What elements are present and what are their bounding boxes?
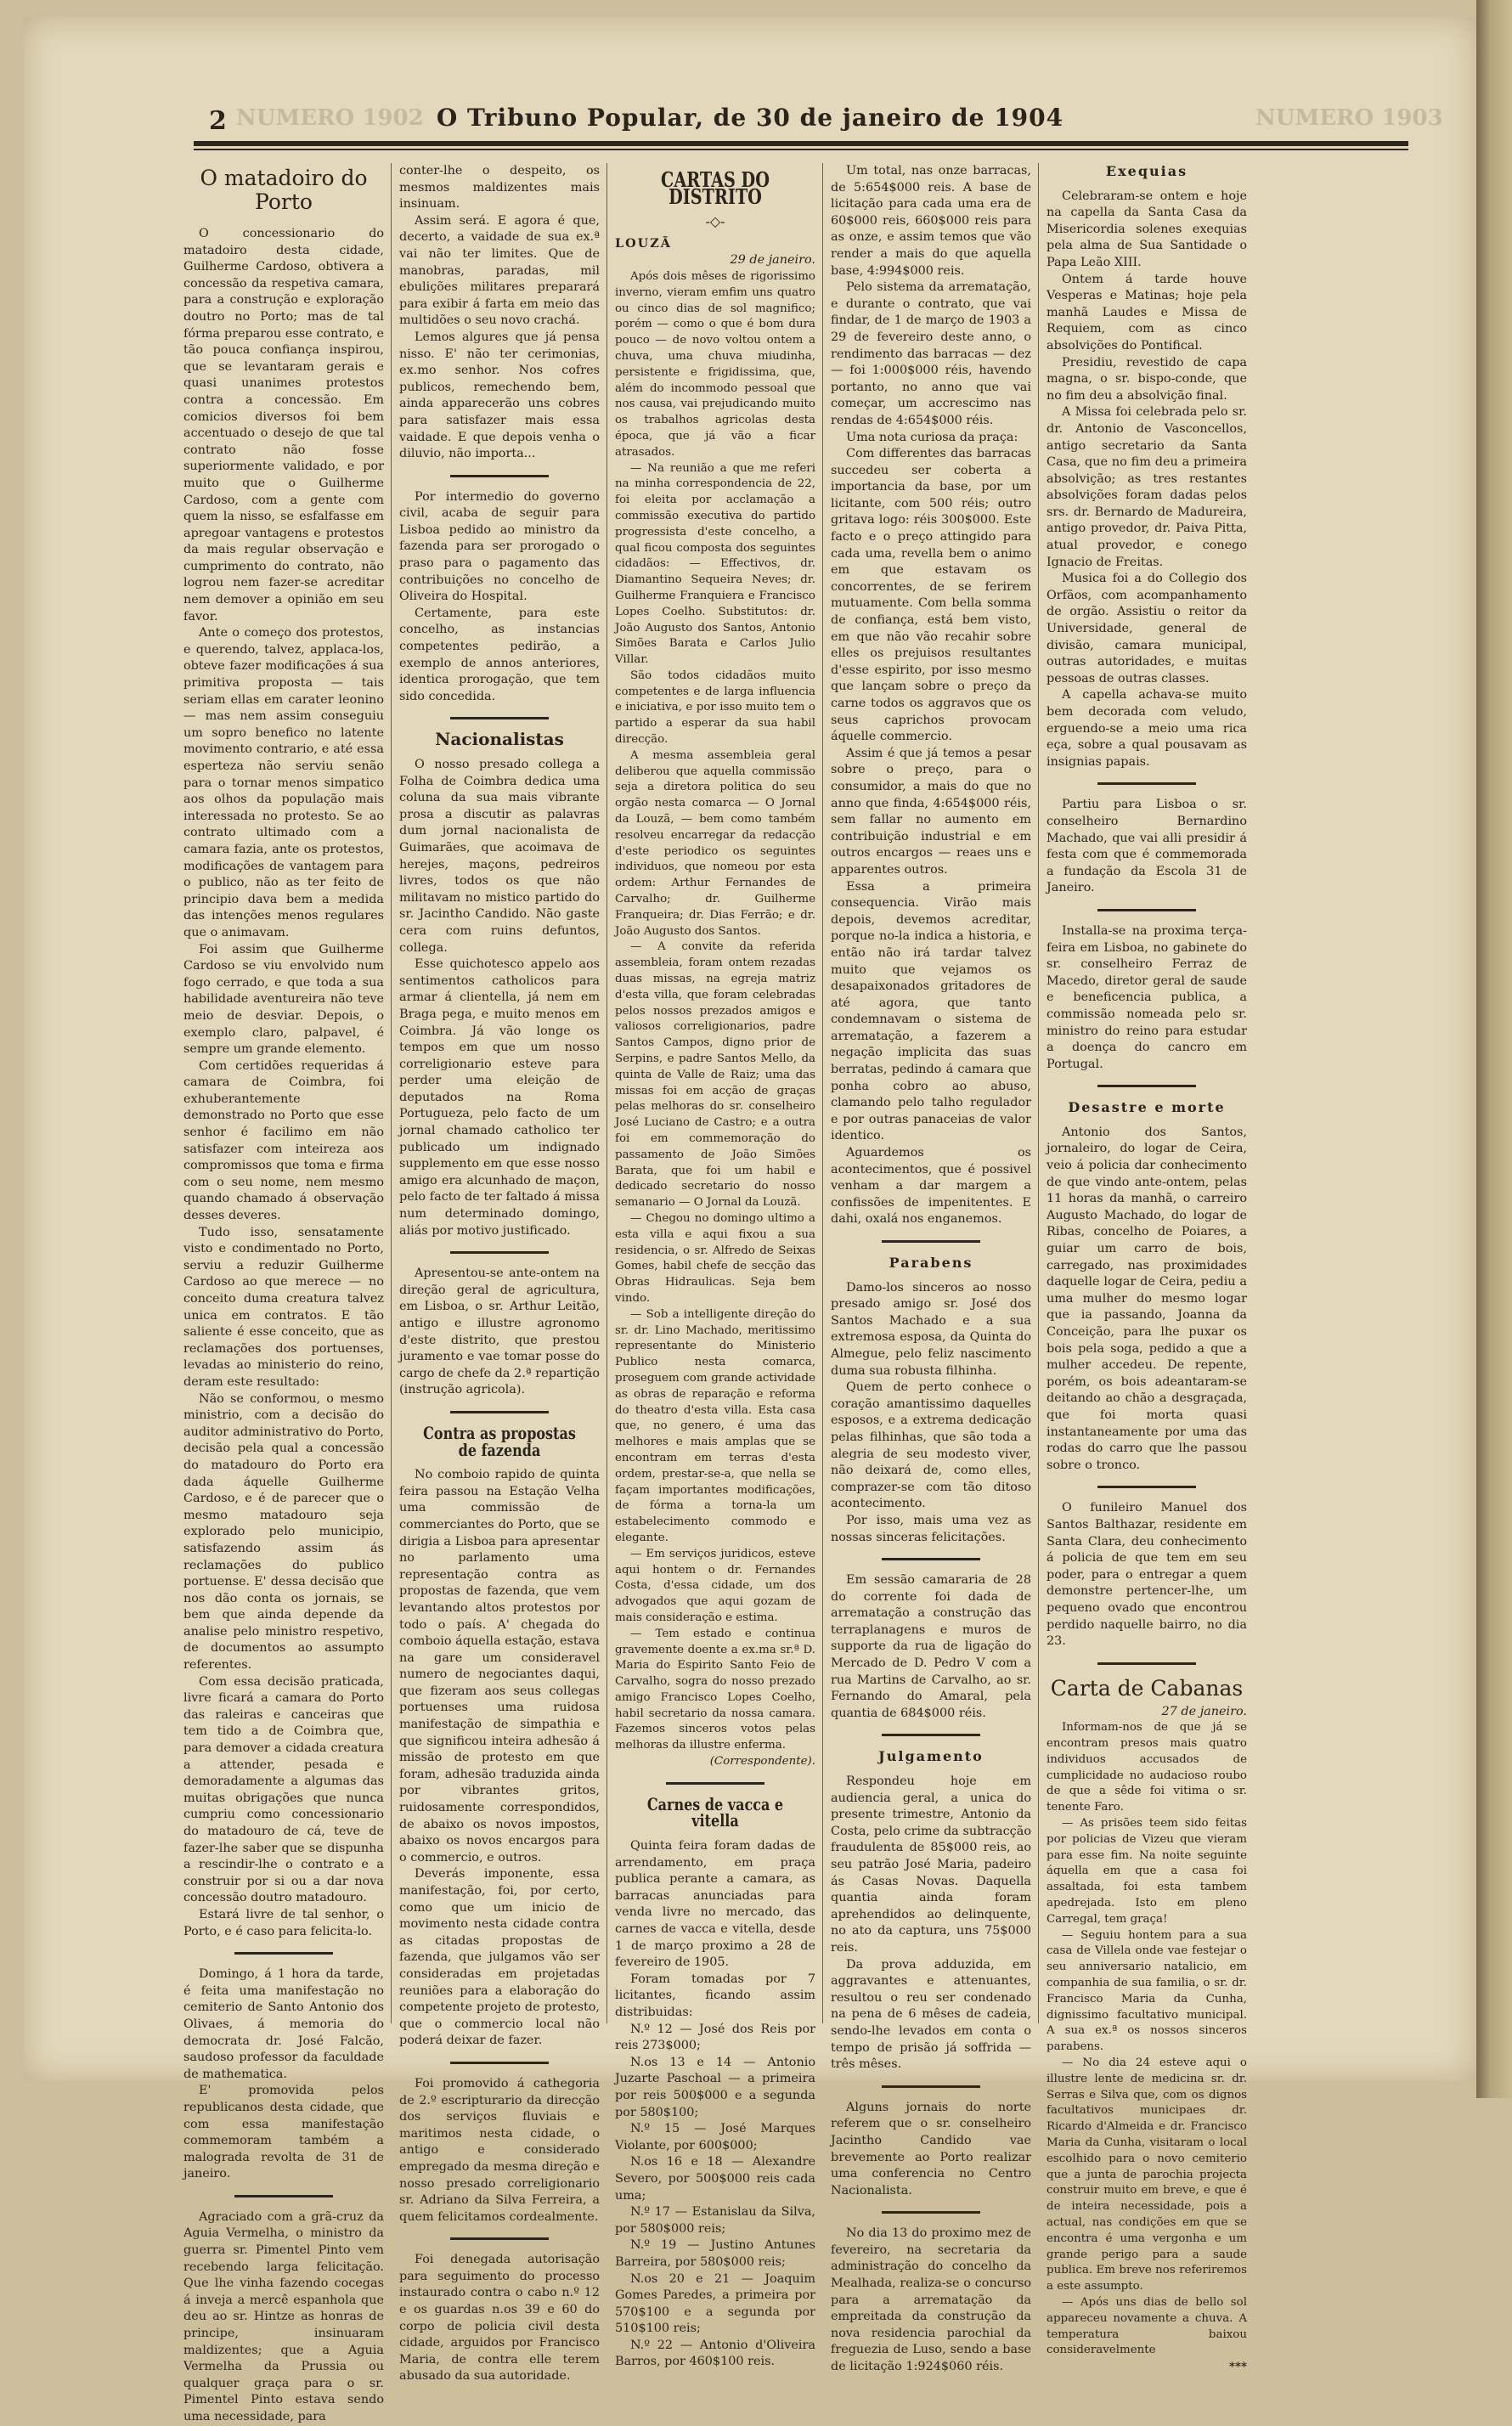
paragraph: Installa-se na proxima terça-feira em Lisboa, no gabinete do sr. conselheiro Ferraz de Macedo, diretor geral de saude e beneficencia publica, a commissão nomeada pelo sr. ministro do reino para estudar a doença do cancro em Portugal. bbox=[1047, 923, 1247, 1071]
paragraph: A capella achava-se muito bem decorada com veludo, erguendo-se a meio uma rica eça, sobre a qual pousavam as insignias papais. bbox=[1047, 688, 1247, 769]
paragraph: Aguardemos os acontecimentos, que é possivel venham a dar margem a confissões de impenitentes. E dahi, oxalá nos enganemos. bbox=[831, 1146, 1031, 1227]
section-divider bbox=[882, 1734, 980, 1736]
paragraph: Musica foi a do Collegio dos Orfãos, com acompanhamento de orgão. Assistiu o reitor da Universidade, general de divisão, camara municipal, outras autoridades, e muitas pessoas de outras classes. bbox=[1047, 572, 1247, 685]
paragraph: Antonio dos Santos, jornaleiro, do logar de Ceira, veio á policia dar conhecimento de que vindo ante-ontem, pelas 11 horas da manhã, o carreiro Augusto Machado, do logar de Ribas, concelho de Poiares, a guiar um carro de bois, carregado, nas proximidades daquelle logar de Ceira, pediu a uma mulher do mesmo logar que ia passando, Joanna da Conceição, para lhe puxar os bois pela soga, pedido a que a mulher accedeu. De repente, porém, os bois adeantaram-se deitando ao chão a desgraçada, que foi morta quasi instantaneamente por uma das rodas do carro que lhe passou sobre o tronco. bbox=[1047, 1125, 1247, 1472]
paragraph: Assim é que já temos a pesar sobre o preço, para o consumidor, a mais do que no anno que finda, 4:654$000 réis, sem fallar no aumento em contribuição industrial e em outros encargos — reaes uns e apparentes outros. bbox=[831, 746, 1031, 877]
paragraph: — Em serviços juridicos, esteve aqui hontem o dr. Fernandes Costa, d'essa cidade, um dos advogados que aqui gozam de mais consideração e estima. bbox=[615, 1547, 815, 1624]
column-1 bbox=[183, 163, 384, 2423]
column-4 bbox=[831, 163, 1031, 2374]
paragraph: Após dois mêses de rigorissimo inverno, vieram emfim uns quatro ou cinco dias de sol magnifico; porém — como o que é bom dura pouco — de novo voltou ontem a chuva, uma chuva miudinha, persistente e frigidissima, que, além do incommodo pessoal que nos causa, vai prejudicando muito os trabalhos agricolas desta época, que já vão a ficar atrasados. bbox=[615, 269, 815, 459]
section-title: CARTAS DO DISTRITO bbox=[661, 167, 770, 209]
list-item: N.º 12 — José dos Reis por reis 273$000; bbox=[615, 2022, 815, 2053]
paragraph: Em sessão camararia de 28 do corrente foi dada de arrematação a construção das terraplanagens e muros de supporte da rua de ligação do Mercado de D. Pedro V com a rua Martins de Carvalho, ao sr. Fernando do Amaral, pela quantia de 684$000 réis. bbox=[831, 1573, 1031, 1720]
paragraph: E' promovida pelos republicanos desta cidade, que com essa manifestação commemoram também a malograda revolta de 31 de janeiro. bbox=[183, 2084, 384, 2181]
column-separator bbox=[606, 163, 607, 2023]
article-title: Nacionalistas bbox=[435, 729, 564, 750]
header-rule bbox=[194, 141, 1408, 146]
show-through-text: NUMERO 1903 bbox=[1255, 105, 1443, 131]
section-divider bbox=[882, 2211, 980, 2214]
paragraph: Foi promovido á cathegoria de 2.º escripturario da direcção dos serviços fluviais e maritimos nesta cidade, o antigo e considerado empregado da mesma direção e nosso presado correligionario sr. Adriano da Silva Ferreira, a quem felicitamos cordealmente. bbox=[399, 2076, 600, 2224]
article-title: O matadoiro do Porto bbox=[200, 166, 368, 214]
paragraph: A mesma assembleia geral deliberou que aquella commissão seja a diretora politica do seu orgão nesta comarca — O Jornal da Louzã, — bem como também resolveu encarregar da redacção d'este periodico os seguintes individuos, que nomeou por esta ordem: Arthur Fernandes de Carvalho; dr. Guilherme Franqueira; dr. Dias Ferrão; e dr. João Augusto dos Santos. bbox=[615, 748, 815, 938]
paragraph: Foram tomadas por 7 licitantes, ficando assim distribuidas: bbox=[615, 1972, 815, 2019]
page-edge bbox=[1476, 0, 1512, 2098]
section-divider bbox=[234, 1952, 333, 1955]
column-5 bbox=[1047, 163, 1247, 2374]
section-divider bbox=[450, 1251, 549, 1254]
paragraph: Assim será. E agora é que, decerto, a vaidade de sua ex.ª vai não ter limites. Que de manobras, paradas, mil ebulições militares preparará para exibir á farta em meio das multidões o seu novo crachá. bbox=[399, 213, 600, 328]
paragraph: Presidiu, revestido de capa magna, o sr. bispo-conde, que no fim deu a absolvição final. bbox=[1047, 355, 1247, 403]
article-title: Carnes de vacca e vitella bbox=[646, 1793, 784, 1831]
paragraph: Da prova adduzida, em aggravantes e attenuantes, resultou o reu ser condenado na pena de 6 mêses de cadeia, sendo-lhe levados em conta o tempo de prisão já soffrida — três mêses. bbox=[831, 1957, 1031, 2072]
paragraph: Damo-los sinceros ao nosso presado amigo sr. José dos Santos Machado e a sua extremosa esposa, da Quinta do Almegue, pelo feliz nascimento duma sua robusta filhinha. bbox=[831, 1280, 1031, 1378]
paragraph: Por intermedio do governo civil, acaba de seguir para Lisboa pedido ao ministro da fazenda para ser prorogado o praso para o pagamento das contribuições no concelho de Oliveira do Hospital. bbox=[399, 489, 600, 604]
paragraph: Informam-nos de que já se encontram presos mais quatro individuos accusados de cumplicidade no audacioso roubo de que a sêde foi vitima o sr. tenente Faro. bbox=[1047, 1721, 1247, 1814]
column-3 bbox=[615, 163, 815, 2369]
paragraph: O nosso presado collega a Folha de Coimbra dedica uma coluna da sua mais vibrante prosa a discutir as palavras dum jornal nacionalista de Guimarães, que acoimava de herejes, maçons, pedreiros livres, todos os que não militavam no mistico partido do sr. Jacintho Candido. Não gaste cera com ruins defuntos, collega. bbox=[399, 758, 600, 955]
dateline-date: 29 de janeiro. bbox=[730, 253, 815, 268]
list-item: N.º 19 — Justino Antunes Barreira, por 580$000 reis; bbox=[615, 2238, 815, 2269]
paragraph: Uma nota curiosa da praça: bbox=[846, 430, 1018, 444]
paragraph: — Seguiu hontem para a sua casa de Villela onde vae festejar o seu anniversario natalicio, em companhia de sua familia, o sr. dr. Francisco Maria da Cunha, dignissimo facultativo municipal. A sua ex.ª os nossos sinceros parabens. bbox=[1047, 1928, 1247, 2054]
dateline-place: LOUZÃ bbox=[615, 235, 672, 251]
section-divider bbox=[234, 2195, 333, 2198]
paragraph: Celebraram-se ontem e hoje na capella da Santa Casa da Misericordia solenes exequias pela alma de Sua Santidade o Papa Leão XIII. bbox=[1047, 189, 1247, 269]
paragraph: Quem de perto conhece o coração amantissimo daquelles esposos, e a extrema dedicação pelas filhinhas, que são toda a alegria de seu modesto viver, não deixará de, como elles, comprazer-se com tão ditoso acontecimento. bbox=[831, 1380, 1031, 1511]
paragraph: Ontem á tarde houve Vesperas e Matinas; hoje pela manhã Laudes e Missa de Requiem, com as cinco absolvições do Pontifical. bbox=[1047, 272, 1247, 353]
list-item: N.º 22 — Antonio d'Oliveira Barros, por 460$100 reis. bbox=[615, 2338, 815, 2369]
dateline-date: 27 de janeiro. bbox=[1161, 1704, 1247, 1718]
column-separator bbox=[822, 163, 823, 2023]
paragraph: O funileiro Manuel dos Santos Balthazar, residente em Santa Clara, deu conhecimento á policia de que tem em seu poder, para o entregar a quem demonstre pertencer-lhe, um pequeno ovado que encontrou perdido naquelle bairro, no dia 23. bbox=[1047, 1501, 1247, 1649]
list-item: N.os 16 e 18 — Alexandre Severo, por 500$000 reis cada uma; bbox=[615, 2155, 815, 2203]
paragraph: — A convite da referida assembleia, foram ontem rezadas duas missas, na egreja matriz d'esta villa, que foram celebradas pelos nossos prezados amigos e valiosos correligionarios, padre Santos Campos, digno prior de Serpins, e padre Santos Mello, da quinta de Valle de Raiz; uma das missas foi em acção de graças pelas melhoras do sr. conselheiro José Luciano de Castro; e a outra foi em commemoração do passamento de João Simões Barata, que foi um habil e dedicado secretario do nosso semanario — O Jornal da Louzã. bbox=[615, 940, 815, 1210]
section-divider bbox=[1097, 1662, 1196, 1665]
section-divider bbox=[450, 717, 549, 719]
list-item: N.os 13 e 14 — Antonio Juzarte Paschoal — a primeira por reis 500$000 e a segunda por 580$100; bbox=[615, 2055, 815, 2119]
signoff: (Correspondente). bbox=[709, 1755, 815, 1769]
paragraph: Foi denegada autorisação para seguimento do processo instaurado contra o cabo n.º 12 e os guardas n.os 39 e 60 do corpo de policia civil desta cidade, arguidos por Francisco Maria, de contra elle terem abusado da sua autoridade. bbox=[399, 2253, 600, 2384]
section-divider bbox=[666, 1782, 764, 1785]
article-title: Exequias bbox=[1105, 163, 1188, 179]
paragraph: Domingo, á 1 hora da tarde, é feita uma manifestação no cemiterio de Santo Antonio dos Olivaes, á memoria do democrata dr. José Falcão, saudoso professor da faculdade de mathematica. bbox=[183, 1967, 384, 2081]
section-divider bbox=[450, 1411, 549, 1413]
paragraph: O concessionario do matadoiro desta cidade, Guilherme Cardoso, obtivera a concessão da respetiva camara, para a construção e exploração doutro no Porto; mas de tal fórma preparou esse contrato, e tão pouca confiança inspirou, que se levantaram gerais e quasi unanimes protestos contra a concessão. Em comicios diversos foi bem accentuado o desejo de que tal contrato não fosse superiormente validado, e por muito que o Guilherme Cardoso, com a gente com quem la nisso, se esfalfasse em apregoar vantagens e protestos da mais regular observação e cumprimento do contrato, não logrou nem fazer-se acreditar nem demover a opinião em seu favor. bbox=[183, 227, 384, 623]
paragraph: No comboio rapido de quinta feira passou na Estação Velha uma commissão de commerciantes do Porto, que se dirigia a Lisboa para apresentar no parlamento uma representação contra as propostas de fazenda, que vem levantando altos protestos por todo o país. A' chegada do comboio áquella estação, estava na gare um consideravel numero de negociantes daqui, que fizeram aos seus collegas portuenses uma ruidosa manifestação de simpathia e que significou inteira adhesão á missão de protesto em que foram, adhesão traduzida ainda por vibrantes gritos, ruidosamente correspondidos, de abaixo os novos impostos, abaixo os novos encargos para o commercio, e outros. bbox=[399, 1468, 600, 1865]
masthead: O Tribuno Popular, de 30 de janeiro de 1904 bbox=[436, 104, 1064, 132]
paragraph: A Missa foi celebrada pelo sr. dr. Antonio de Vasconcellos, antigo secretario da Santa Casa, que no fim deu a primeira absolvição; as tres restantes absolvições foram dadas pelos srs. dr. Bernardo de Madureira, antigo provedor, dr. Paiva Pitta, atual provedor, e conego Ignacio de Freitas. bbox=[1047, 405, 1247, 569]
paragraph: — Após uns dias de bello sol appareceu novamente a chuva. A temperatura baixou consideravelmente bbox=[1047, 2295, 1247, 2357]
header-rule bbox=[194, 149, 1408, 150]
end-mark: *** bbox=[1228, 2360, 1247, 2374]
section-divider bbox=[1097, 1085, 1196, 1087]
ornament: -◇- bbox=[705, 213, 725, 230]
paragraph: Lemos algures que já pensa nisso. E' não ter cerimonias, ex.mo senhor. Nos cofres publicos, remechendo bem, ainda apparecerão uns cobres para satisfazer mais essa vaidade. E que depois venha o diluvio, não importa... bbox=[399, 330, 600, 461]
column-2 bbox=[399, 163, 600, 2384]
paragraph: — Chegou no domingo ultimo a esta villa e aqui fixou a sua residencia, o sr. Alfredo de Seixas Gomes, habil chefe de secção das Obras Hidraulicas. Seja bem vindo. bbox=[615, 1211, 815, 1305]
paragraph: Ante o começo dos protestos, e querendo, talvez, applaca-los, obteve fazer modificações á sua primitiva proposta — tais seriam ellas em carater leonino — mas nem assim conseguiu um sopro benefico no latente movimento contrario, e até essa esperteza não serviu senão para o tornar menos simpatico aos olhos da população mais interessada no protesto. Se ao contrato ultimado com a camara fazia, ante os protestos, modificações de vantagem para o publico, não as ter feito de principio dava bem a medida das intenções menos regulares que o animavam. bbox=[183, 626, 384, 939]
paragraph: — No dia 24 esteve aqui o illustre lente de medicina sr. dr. Serras e Silva que, com os dignos facultativos municipaes dr. Ricardo d'Almeida e dr. Francisco Maria da Cunha, visitaram o local escolhido para o novo cemiterio que a junta de parochia projecta construir muito em breve, e que é de inteira necessidade, pois a actual, nas condições em que se encontra é uma vergonha e um grande perigo para a saude publica. Em breve nos referiremos a este assumpto. bbox=[1047, 2056, 1247, 2293]
paragraph: Um total, nas onze barracas, de 5:654$000 reis. A base de licitação para cada uma era de 60$000 reis, 660$000 reis para as onze, e assim temos que vão render a mais do que aquella base, 4:994$000 reis. bbox=[831, 164, 1031, 278]
paragraph: — Sob a intelligente direção do sr. dr. Lino Machado, meritissimo representante do Ministerio Publico nesta comarca, proseguem com grande actividade as obras de reparação e reforma do theatro d'esta villa. Esta casa que, no genero, é uma das melhores e mais amplas que se encontram em terras d'esta ordem, prestar-se-a, que nella se façam importantes modificações, de fórma a torna-la um estabelecimento commodo e elegante. bbox=[615, 1307, 815, 1544]
section-divider bbox=[882, 2085, 980, 2088]
newspaper-page bbox=[24, 17, 1476, 2423]
paragraph: Não se conformou, o mesmo ministrio, com a decisão do auditor administrativo do Porto, decisão pela qual a concessão do matadouro do Porto era dada áquelle Guilherme Cardoso, e é de parecer que o mesmo matadouro seja explorado pelo municipio, satisfazendo assim ás reclamações do publico portuense. E' dessa decisão que nos dão conta os jornais, se bem que ainda depende da analise pelo ministro respetivo, de documentos ao assumpto referentes. bbox=[183, 1391, 384, 1673]
section-divider bbox=[1097, 782, 1196, 785]
section-divider bbox=[882, 1558, 980, 1560]
paragraph: Agraciado com a grã-cruz da Aguia Vermelha, o ministro da guerra sr. Pimentel Pinto vem recebendo larga felicitação. Que lhe vinha fazendo cocegas á inveja a mercê espanhola que deu ao sr. Hintze as honras de principe, insinuaram maldizentes; que a Aguia Vermelha da Prussia ou qualquer graça para o sr. Pimentel Pinto estava sendo uma necessidade, para bbox=[183, 2209, 384, 2423]
paragraph: Com certidões requeridas á camara de Coimbra, foi exhuberantemente demonstrado no Porto que esse senhor é facilimo em não satisfazer com inteireza aos compromissos que toma e firma com o seu nome, nem mesmo quando chamado á observação desses deveres. bbox=[183, 1058, 384, 1223]
paragraph: Foi assim que Guilherme Cardoso se viu envolvido num fogo cerrado, e que toda a sua habilidade aventureira não teve meio de desviar. Depois, o exemplo claro, palpavel, é sempre um grande elemento. bbox=[183, 942, 384, 1057]
paragraph: — Na reunião a que me referi na minha correspondencia de 22, foi eleita por acclamação a commissão executiva do partido progressista d'este concelho, a qual ficou composta dos seguintes cidadãos: — Effectivos, dr. Diamantino Sequeira Neves; dr. Guilherme Franquiera e Francisco Lopes Coelho. Substitutos: dr. João Augusto dos Santos, Antonio Simões Barata e Carlos Julio Villar. bbox=[615, 461, 815, 667]
list-item: N.os 20 e 21 — Joaquim Gomes Paredes, a primeira por 570$100 e a segunda por 510$100 reis; bbox=[615, 2271, 815, 2336]
list-item: N.º 17 — Estanislau da Silva, por 580$000 reis; bbox=[615, 2205, 815, 2236]
article-title: Desastre e morte bbox=[1068, 1099, 1226, 1116]
page-number: 2 bbox=[209, 106, 227, 136]
paragraph: Por isso, mais uma vez as nossas sinceras felicitações. bbox=[831, 1513, 1031, 1544]
paragraph: conter-lhe o despeito, os mesmos maldizentes mais insinuam. bbox=[399, 164, 600, 212]
paragraph: Quinta feira foram dadas de arrendamento, em praça publica perante a camara, as barracas anunciadas para venda livre no mercado, das carnes de vacca e vitella, desde 1 de março proximo a 28 de fevereiro de 1905. bbox=[615, 1839, 815, 1970]
list-item: N.º 15 — José Marques Violante, por 600$000; bbox=[615, 2122, 815, 2152]
paragraph: Com essa decisão praticada, livre ficará a camara do Porto das raleiras e canceiras que tem tido a de Coimbra que, para demover a cidada creatura a attender, pesada e demoradamente a algumas das muitas obrigações que nunca cumpriu como concessionario do matadouro de cá, teve de fazer-lhe saber que se dispunha a rescindir-lhe o contrato e a construir por si ou a dar nova concessão doutro matadouro. bbox=[183, 1674, 384, 1905]
paragraph: No dia 13 do proximo mez de fevereiro, na secretaria da administração do concelho da Mealhada, realiza-se o concurso para a arrematação da empreitada da construção da nova residencia parochial da freguezia de Luso, sendo a base de licitação 1:924$060 réis. bbox=[831, 2226, 1031, 2374]
section-divider bbox=[1097, 1486, 1196, 1488]
article-title: Julgamento bbox=[878, 1748, 984, 1765]
article-title: Parabens bbox=[889, 1255, 973, 1271]
paragraph: Respondeu hoje em audiencia geral, a unica do presente trimestre, Antonio da Costa, pelo crime da subtracção fraudulenta de 85$000 reis, ao seu patrão José Maria, padeiro ás Casas Novas. Daquella quantia ainda foram aprehendidos ao delinquente, no ato da captura, uns 75$000 reis. bbox=[831, 1774, 1031, 1955]
section-divider bbox=[450, 2062, 549, 2064]
paragraph: Essa a primeira consequencia. Virão mais depois, devemos acreditar, porque no-la indica a historia, e então não irá tardar talvez muito que vejamos os desapaixonados gritadores de até agora, que tanto condemnavam o sistema de arrematação, a fazerem a negação implicita das suas berratas, pedindo á camara que ponha cobro ao abuso, clamando pelo talho regulador e por outras panaceias de valor identico. bbox=[831, 879, 1031, 1143]
paragraph: Esse quichotesco appelo aos sentimentos catholicos para armar á clientella, já nem em Braga pega, e muito menos em Coimbra. Já vão longe os tempos em que um nosso correligionario esteve para perder uma eleição de deputados na Roma Portugueza, pelo facto de um jornal chamado catholico ter publicado um indignado supplemento em que esse nosso amigo era alcunhado de maçon, pelo facto de ter faltado á missa num determinado domingo, aliás por motivo justificado. bbox=[399, 957, 600, 1238]
section-divider bbox=[450, 2237, 549, 2240]
paragraph: Deverás imponente, essa manifestação, foi, por certo, como que um inicio de movimento nesta cidade contra as citadas propostas de fazenda, que julgamos vão ser consideradas em projetadas reuniões para a elaboração do competente projeto de protesto, que o commercio local não poderá deixar de fazer. bbox=[399, 1867, 600, 2048]
section-divider bbox=[1097, 909, 1196, 911]
paragraph: Tudo isso, sensatamente visto e condimentado no Porto, serviu a reduzir Guilherme Cardoso ao que merece — no conceito duma creatura talvez unica em contratos. E tão saliente é esse conceito, que as reclamações dos portuenses, levadas ao ministerio do reino, deram este resultado: bbox=[183, 1225, 384, 1389]
paragraph: Com differentes das barracas succedeu ser coberta a importancia da base, por um licitante, com 500 réis; outro gritava logo: réis 300$000. Este facto e o preço attingido para cada uma, revella bem o animo em que estavam os concorrentes, de se ferirem mutuamente. Com bella somma de confiança, está bem visto, em que não vão recahir sobre elles os prejuisos resultantes d'esse espirito, por isso mesmo que lançam sobre o preço da carne todos os aggravos que os seus caprichos provocam áquelle commercio. bbox=[831, 447, 1031, 744]
column-separator bbox=[391, 163, 392, 2023]
show-through-text: NUMERO 1902 bbox=[236, 105, 424, 131]
paragraph: — As prisões teem sido feitas por policias de Vizeu que vieram para esse fim. Na noite seguinte áquella em que a casa foi assaltada, foi esta tambem apedrejada. Isto em pleno Carregal, tem graça! bbox=[1047, 1817, 1247, 1926]
paragraph: Partiu para Lisboa o sr. conselheiro Bernardino Machado, que vai alli presidir á festa com que é commemorada a fundação da Escola 31 de Janeiro. bbox=[1047, 798, 1247, 895]
paragraph: Apresentou-se ante-ontem na direção geral de agricultura, em Lisboa, o sr. Arthur Leitão, antigo e illustre agronomo d'este distrito, que prestou juramento e vae tomar posse do cargo de chefe da 2.ª repartição (instrução agricola). bbox=[399, 1267, 600, 1397]
article-title: Contra as propostas de fazenda bbox=[423, 1422, 576, 1460]
paragraph: Alguns jornais do norte referem que o sr. conselheiro Jacintho Candido vae brevemente ao Porto realizar uma conferencia no Centro Nacionalista. bbox=[831, 2100, 1031, 2198]
section-divider bbox=[450, 475, 549, 477]
paragraph: — Tem estado e continua gravemente doente a ex.ma sr.ª D. Maria do Espirito Santo Feio de Carvalho, sogra do nosso prezado amigo Francisco Lopes Coelho, habil secretario da nossa camara. Fazemos sinceros votos pelas melhoras da illustre enferma. bbox=[615, 1627, 815, 1752]
section-divider bbox=[882, 1240, 980, 1243]
paragraph: São todos cidadãos muito competentes e de larga influencia e iniciativa, e por isso muito tem o partido a esperar da sua habil direcção. bbox=[615, 669, 815, 747]
paragraph: Estará livre de tal senhor, o Porto, e é caso para felicita-lo. bbox=[183, 1907, 384, 1938]
paragraph: Certamente, para este concelho, as instancias competentes pedirão, a exemplo de annos anteriores, identica prorogação, que tem sido concedida. bbox=[399, 606, 600, 703]
article-title: Carta de Cabanas bbox=[1050, 1675, 1244, 1701]
paragraph: Pelo sistema da arrematação, e durante o contrato, que vai findar, de 1 de março de 1903 a 29 de fevereiro deste anno, o rendimento das barracas — dez — foi 1:000$000 réis, havendo portanto, no anno que vai começar, um accrescimo nas rendas de 4:654$000 réis. bbox=[831, 280, 1031, 427]
column-separator bbox=[1038, 163, 1039, 2023]
